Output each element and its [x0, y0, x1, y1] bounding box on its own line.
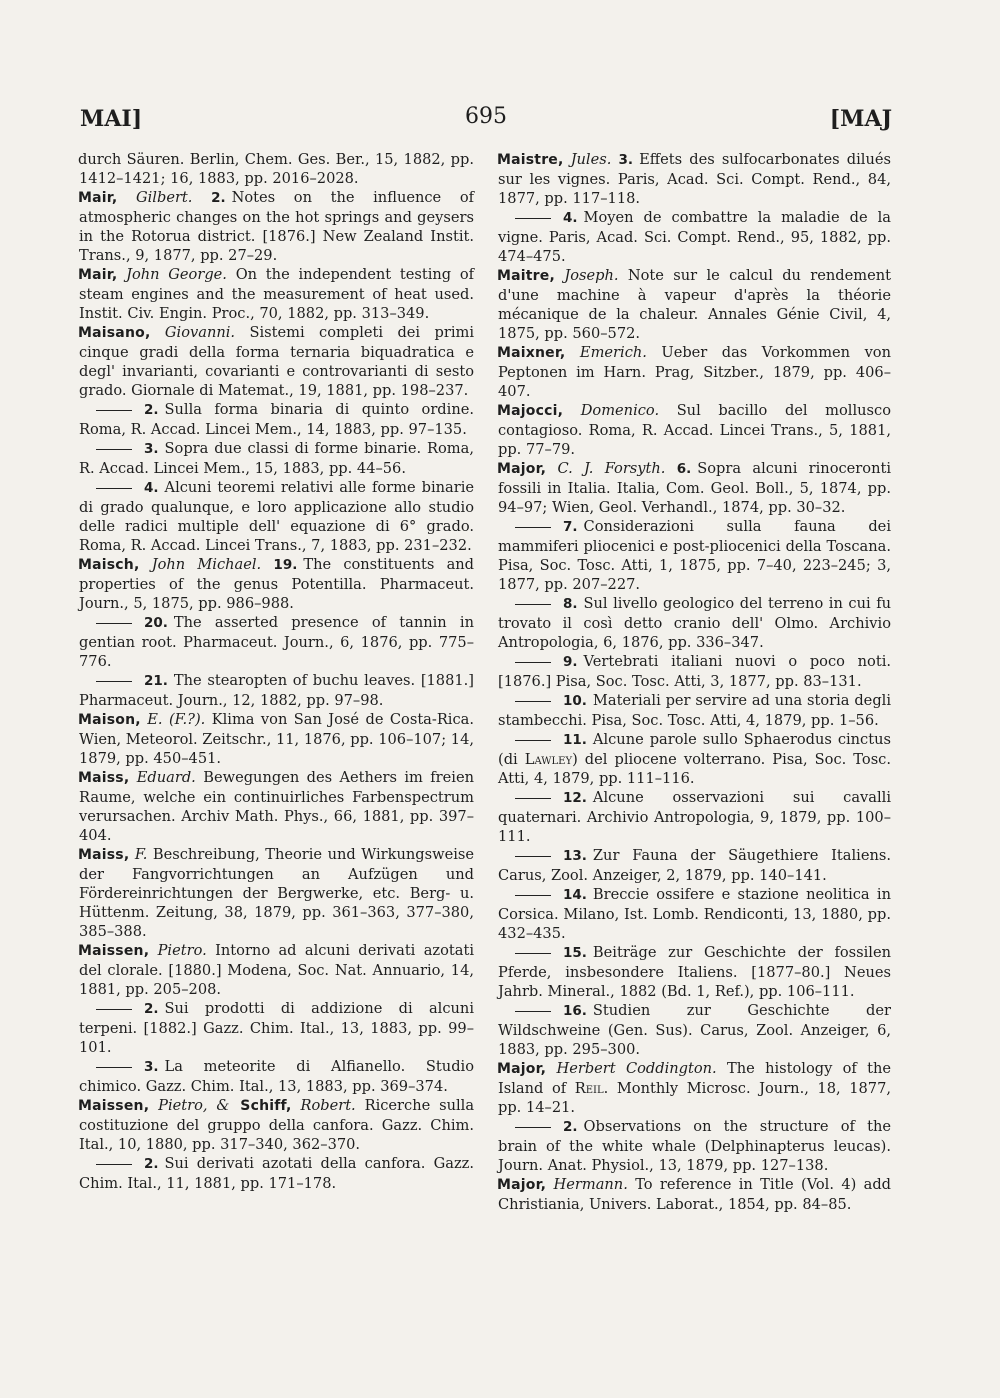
continuation-entry	[79, 1154, 474, 1193]
ditto-dash	[515, 895, 551, 896]
bibliography-entry	[498, 1175, 891, 1214]
author-given-name: E. (F.?).	[147, 711, 206, 728]
header-right-guide: [MAJ	[829, 106, 892, 132]
author-given-name: Jules.	[570, 151, 612, 168]
left-column	[79, 150, 474, 1193]
entry-text: Breccie ossifere e stazione neolitica in Corsica. Milano, Ist. Lomb. Rendiconti, 13, 1880, pp. 432–435.	[498, 886, 891, 942]
continuation-entry	[79, 478, 474, 555]
continuation-entry	[79, 1057, 474, 1096]
bibliography-entry	[79, 323, 474, 400]
author-given-name: Giovanni.	[164, 324, 236, 341]
author-surname: Maissen,	[78, 1098, 150, 1114]
entry-text: The asserted presence of tannin in gentian root. Pharmaceut. Journ., 6, 1876, pp. 775–776.	[79, 614, 474, 670]
continuation-entry	[498, 208, 891, 266]
bibliography-entry	[79, 188, 474, 265]
author-surname: Maixner,	[497, 345, 566, 361]
author-surname: Maistre,	[497, 152, 564, 168]
entry-text: Zur Fauna der Säugethiere Italiens. Carus, Zool. Anzeiger, 2, 1879, pp. 140–141.	[498, 847, 891, 884]
entry-text: The constituents and properties of the genus Potentilla. Pharmaceut. Journ., 5, 1875, pp. 986–988.	[79, 556, 475, 612]
entry-text-continued: . Monthly Microsc. Journ., 18, 1877, pp. 14–21.	[498, 1080, 891, 1116]
bibliography-entry	[79, 845, 474, 941]
continuation-entry	[79, 613, 474, 671]
entry-text: Intorno ad alcuni derivati azotati del clorale. [1880.] Modena, Soc. Nat. Annuario, 14, 1881, pp. 205–208.	[79, 942, 474, 998]
small-caps-name: Reil	[574, 1080, 604, 1097]
continuation-entry	[498, 652, 891, 691]
page-number: 695	[465, 104, 507, 129]
author-surname: Maison,	[78, 712, 141, 728]
author-surname: Major,	[497, 1177, 547, 1193]
ditto-dash	[96, 623, 132, 624]
entry-number: 4.	[144, 480, 159, 496]
entry-text: Considerazioni sulla fauna dei mammiferi pliocenici e post-pliocenici della Toscana. Pisa, Soc. Tosc. Atti, 1, 1875, pp. 7–40, 223–245; 3, 1877, pp. 207–227.	[498, 518, 891, 593]
bibliography-entry	[79, 150, 474, 188]
entry-number: 3.	[144, 441, 159, 457]
ditto-dash	[96, 410, 132, 411]
entry-number: 3.	[144, 1059, 159, 1075]
author-given-name: John Michael.	[151, 556, 262, 573]
entry-number: 2.	[144, 1001, 159, 1017]
entry-text: Observations on the structure of the brain of the white whale (Delphinapterus leucas). Journ. Anat. Physiol., 13, 1879, pp. 127–138.	[498, 1118, 891, 1174]
entry-number: 19.	[273, 557, 298, 573]
author-given-name: Gilbert.	[135, 189, 193, 206]
page-header	[80, 106, 892, 140]
entry-number: 10.	[563, 693, 587, 709]
author-given-name: C. J. Forsyth.	[557, 460, 666, 477]
entry-text: La meteorite di Alfianello. Studio chimico. Gazz. Chim. Ital., 13, 1883, pp. 369–374.	[79, 1058, 474, 1095]
entry-text: Sul bacillo del mollusco contagioso. Roma, R. Accad. Lincei Trans., 5, 1881, pp. 77–79.	[498, 402, 891, 458]
author-surname: Maiss,	[78, 847, 130, 863]
ditto-dash	[515, 527, 551, 528]
entry-text: Sul livello geologico del terreno in cui fu trovato il così detto cranio dell' Olmo. Archivio Antropologia, 6, 1876, pp. 336–347.	[498, 595, 891, 651]
entry-text: Sui derivati azotati della canfora. Gazz. Chim. Ital., 11, 1881, pp. 171–178.	[79, 1155, 474, 1192]
continuation-entry	[498, 594, 891, 652]
entry-text: Note sur le calcul du rendement d'une machine à vapeur d'après la théorie mécanique de la chaleur. Annales Génie Civil, 4, 1875, pp. 560–572.	[498, 267, 892, 342]
entry-number: 3.	[618, 152, 634, 168]
bibliography-entry	[498, 401, 891, 459]
entry-text: Sopra due classi di forme binarie. Roma, R. Accad. Lincei Mem., 15, 1883, pp. 44–56.	[79, 440, 474, 477]
entry-text: Sui prodotti di addizione di alcuni terpeni. [1882.] Gazz. Chim. Ital., 13, 1883, pp. 99–101.	[79, 1000, 474, 1056]
bibliography-entry	[498, 150, 891, 208]
header-left-guide: MAI]	[80, 106, 143, 132]
ditto-dash	[96, 1164, 132, 1165]
ditto-dash	[96, 449, 132, 450]
ditto-dash	[96, 1009, 132, 1010]
continuation-entry	[79, 439, 474, 478]
entry-number: 2.	[144, 1156, 159, 1172]
ditto-dash	[515, 1127, 551, 1128]
ditto-dash	[515, 662, 551, 663]
entry-text: On the independent testing of steam engines and the measurement of heat used. Instit. Civ. Engin. Proc., 70, 1882, pp. 313–349.	[79, 266, 475, 322]
entry-number: 8.	[563, 596, 578, 612]
ditto-dash	[515, 740, 551, 741]
ditto-dash	[515, 856, 551, 857]
entry-text: To reference in Title (Vol. 4) add Christiania, Univers. Laborat., 1854, pp. 84–85.	[498, 1176, 892, 1213]
continuation-entry	[498, 691, 891, 730]
entry-text: Studien zur Geschichte der Wildschweine (Gen. Sus). Carus, Zool. Anzeiger, 6, 1883, pp. 295–300.	[498, 1002, 891, 1058]
entry-number: 16.	[563, 1003, 587, 1019]
continuation-entry	[498, 846, 891, 885]
author-given-name: Eduard.	[136, 769, 196, 786]
continuation-entry	[79, 999, 474, 1057]
author-surname: Maisch,	[78, 557, 140, 573]
entry-text: Ueber das Vorkommen von Peptonen im Harn. Prag, Sitzber., 1879, pp. 406–407.	[498, 344, 891, 400]
ditto-dash	[515, 218, 551, 219]
entry-number: 4.	[563, 210, 578, 226]
author-given-name: Herbert Coddington.	[556, 1060, 717, 1077]
bibliography-entry	[79, 1096, 474, 1154]
small-caps-name: Lawley	[524, 751, 573, 768]
entry-text: Notes on the influence of atmospheric changes on the hot springs and geysers in the Rotorua district. [1876.] New Zealand Instit. Trans., 9, 1877, pp. 27–29.	[79, 189, 475, 264]
author-surname: Maiss,	[78, 770, 130, 786]
author-given-name: Joseph.	[564, 267, 619, 284]
entry-number: 13.	[563, 848, 587, 864]
author-surname: Mair,	[78, 267, 118, 283]
entry-number: 15.	[563, 945, 587, 961]
author-surname: Major,	[497, 1061, 547, 1077]
entry-number: 6.	[676, 461, 692, 477]
ditto-dash	[515, 953, 551, 954]
bibliography-entry	[498, 1059, 891, 1117]
author-surname: Maisano,	[78, 325, 151, 341]
entry-text: Alcune osservazioni sui cavalli quaternari. Archivio Antropologia, 9, 1879, pp. 100–111.	[498, 789, 891, 845]
author-given-name: Pietro.	[157, 942, 207, 959]
entry-text-continued: ) del pliocene volterrano. Pisa, Soc. Tosc. Atti, 4, 1879, pp. 111–116.	[498, 751, 891, 787]
entry-text: Sulla forma binaria di quinto ordine. Roma, R. Accad. Lincei Mem., 14, 1883, pp. 97–135.	[79, 401, 474, 438]
coauthor-given-name: Robert.	[300, 1097, 356, 1114]
entry-number: 21.	[144, 673, 168, 689]
entry-number: 14.	[563, 887, 587, 903]
entry-text: The stearopten of buchu leaves. [1881.] Pharmaceut. Journ., 12, 1882, pp. 97–98.	[79, 672, 474, 709]
entry-text: The histology of the Island of	[498, 1060, 892, 1097]
author-surname: Mair,	[78, 190, 118, 206]
entry-text: Klima von San José de Costa-Rica. Wien, Meteorol. Zeitschr., 11, 1876, pp. 106–107; 14, 1879, pp. 450–451.	[79, 711, 474, 767]
continuation-entry	[498, 1117, 891, 1175]
author-given-name: John George.	[126, 266, 227, 283]
continuation-entry	[79, 400, 474, 439]
coauthor-surname: Schiff,	[240, 1098, 292, 1114]
entry-number: 20.	[144, 615, 168, 631]
right-column	[498, 150, 891, 1214]
entry-text: Ricerche sulla costituzione del gruppo della canfora. Gazz. Chim. Ital., 10, 1880, pp. 317–340, 362–370.	[79, 1097, 475, 1153]
author-given-name: Pietro, &	[158, 1097, 230, 1114]
author-surname: Maitre,	[497, 268, 555, 284]
bibliography-entry	[79, 555, 474, 613]
entry-text: Beiträge zur Geschichte der fossilen Pferde, insbesondere Italiens. [1877–80.] Neues Jahrb. Mineral., 1882 (Bd. 1, Ref.), pp. 106–111.	[498, 944, 891, 1000]
entry-text: Sistemi completi dei primi cinque gradi della forma ternaria biquadratica e degl' invarianti, covarianti e controvarianti di sesto grado. Giornale di Matemat., 19, 1881, pp. 198–237.	[79, 324, 475, 399]
ditto-dash	[96, 681, 132, 682]
author-surname: Majocci,	[497, 403, 564, 419]
entry-number: 9.	[563, 654, 578, 670]
entry-text: Alcuni teoremi relativi alle forme binarie di grado qualunque, e loro applicazione allo studio delle radici multiple dell' equazione di 6° grado. Roma, R. Accad. Lincei Trans., 7, 1883, pp. 231–232.	[79, 479, 474, 554]
continuation-entry	[79, 671, 474, 710]
bibliography-entry	[79, 941, 474, 999]
ditto-dash	[96, 1067, 132, 1068]
entry-number: 11.	[563, 732, 587, 748]
entry-number: 2.	[144, 402, 159, 418]
continuation-entry	[498, 885, 891, 943]
continuation-entry	[498, 730, 891, 788]
continuation-entry	[498, 788, 891, 846]
entry-text: Materiali per servire ad una storia degli stambecchi. Pisa, Soc. Tosc. Atti, 4, 1879, pp. 1–56.	[498, 692, 891, 729]
continuation-entry	[498, 517, 891, 594]
ditto-dash	[515, 798, 551, 799]
author-given-name: Domenico.	[580, 402, 660, 419]
entry-text: Alcune parole sullo Sphaerodus cinctus (di	[498, 731, 891, 768]
continuation-entry	[498, 943, 891, 1001]
entry-text: Bewegungen des Aethers im freien Raume, welche ein continuirliches Farbenspectrum verursachen. Archiv Math. Phys., 66, 1881, pp. 397–404.	[79, 769, 475, 844]
ditto-dash	[515, 701, 551, 702]
ditto-dash	[515, 604, 551, 605]
author-given-name: F.	[134, 846, 148, 863]
ditto-dash	[96, 488, 132, 489]
author-given-name: Emerich.	[579, 344, 647, 361]
entry-text: Effets des sulfocarbonates dilués sur les vignes. Paris, Acad. Sci. Compt. Rend., 84, 1877, pp. 117–118.	[498, 151, 892, 207]
entry-text: Sopra alcuni rinoceronti fossili in Italia. Italia, Com. Geol. Boll., 5, 1874, pp. 94–97; Wien, Geol. Verhandl., 1874, pp. 30–32.	[498, 460, 891, 516]
ditto-dash	[515, 1011, 551, 1012]
bibliography-entry	[79, 265, 474, 323]
author-surname: Maissen,	[78, 943, 150, 959]
author-surname: Major,	[497, 461, 547, 477]
author-given-name: Hermann.	[553, 1176, 628, 1193]
entry-number: 7.	[563, 519, 578, 535]
bibliography-entry	[79, 710, 474, 768]
entry-text: durch Säuren. Berlin, Chem. Ges. Ber., 15, 1882, pp. 1412–1421; 16, 1883, pp. 2016–2028.	[78, 151, 474, 187]
bibliography-entry	[79, 768, 474, 845]
entry-text: Moyen de combattre la maladie de la vigne. Paris, Acad. Sci. Compt. Rend., 95, 1882, pp. 474–475.	[498, 209, 891, 265]
continuation-entry	[498, 1001, 891, 1059]
entry-text: Vertebrati italiani nuovi o poco noti. [1876.] Pisa, Soc. Tosc. Atti, 3, 1877, pp. 83–131.	[498, 653, 891, 690]
entry-number: 12.	[563, 790, 587, 806]
bibliography-entry	[498, 266, 891, 343]
entry-number: 2.	[563, 1119, 578, 1135]
bibliography-entry	[498, 343, 891, 401]
bibliography-entry	[498, 459, 891, 517]
entry-text: Beschreibung, Theorie und Wirkungsweise der Fangvorrichtungen an Aufzügen und Fördereinrichtungen der Bergwerke, etc. Berg- u. Hüttenm. Zeitung, 38, 1879, pp. 361–363, 377–380, 385–388.	[79, 846, 475, 940]
entry-number: 2.	[211, 190, 226, 206]
